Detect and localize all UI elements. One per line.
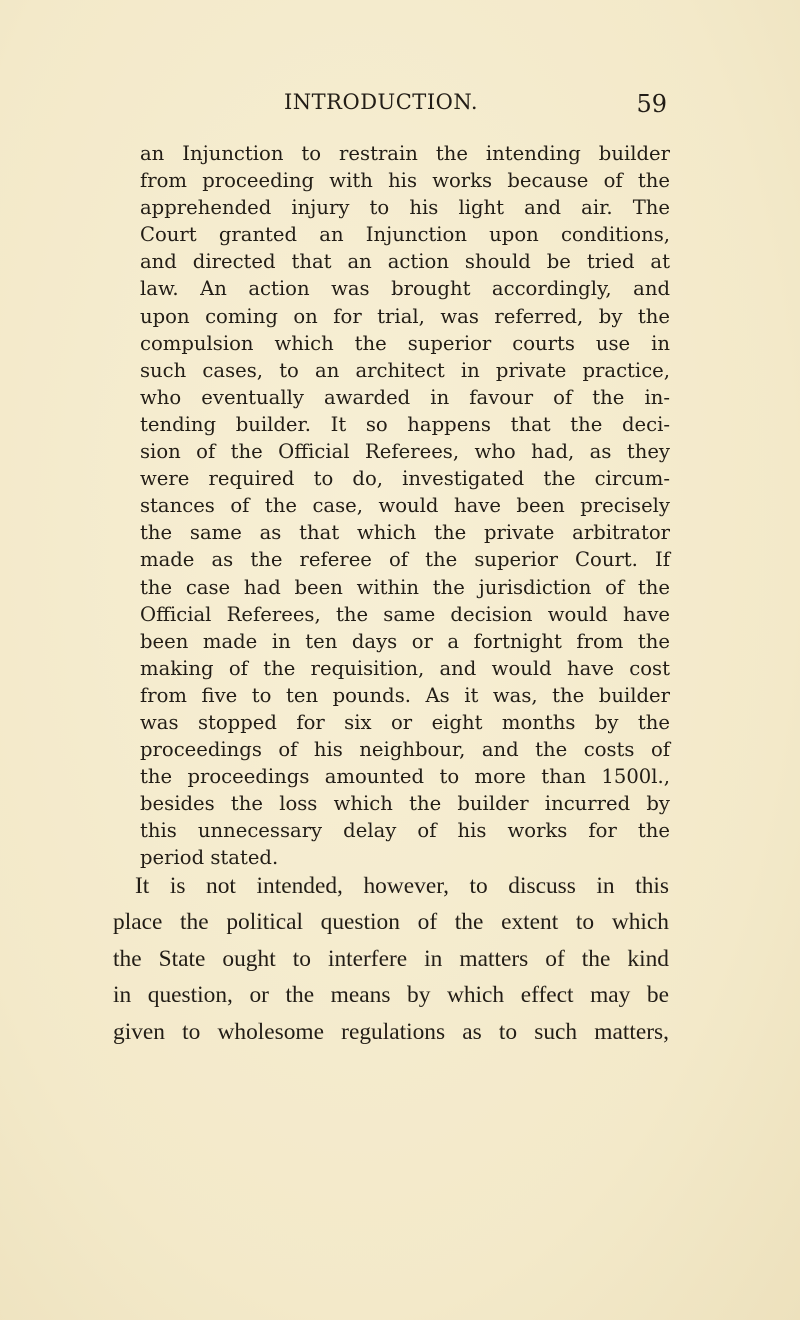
text-line: made as the referee of the superior Court. If [140,548,670,572]
text-line: an Injunction to restrain the intending builder [140,142,670,165]
text-line: the case had been within the jurisdiction of the [140,575,670,599]
text-line: in question, or the means by which effect may be [113,982,669,1009]
page-number: 59 [636,90,667,118]
text-line: was stopped for six or eight months by the [140,710,670,734]
text-line: compulsion which the superior courts use in [140,331,670,355]
paragraph-1 [140,140,670,872]
text-line: this unnecessary delay of his works for the [140,819,670,843]
text-line: stances of the case, would have been precisely [140,494,670,518]
text-line: proceedings of his neighbour, and the costs of [140,738,670,762]
text-line: Court granted an Injunction upon conditions, [140,223,670,247]
text-line: It is not intended, however, to discuss in this [135,873,669,899]
page-header [140,90,667,120]
text-line: upon coming on for trial, was referred, by the [140,304,670,328]
text-line: the same as that which the private arbitrator [140,521,670,545]
text-line: the State ought to interfere in matters of the kind [113,945,669,972]
running-title: INTRODUCTION. [284,90,479,114]
text-line: the proceedings amounted to more than 1500l., [140,765,670,789]
text-line: making of the requisition, and would have cost [140,656,670,680]
text-line: from proceeding with his works because of the [140,169,670,193]
text-line: period stated. [140,846,279,870]
text-line: who eventually awarded in favour of the in- [140,385,670,409]
text-line: Official Referees, the same decision would have [140,602,670,626]
text-line: law. An action was brought accordingly, and [140,277,670,301]
text-line: from five to ten pounds. As it was, the builder [140,683,670,707]
text-line: such cases, to an architect in private practice, [140,358,670,382]
text-line: sion of the Official Referees, who had, as they [140,440,670,464]
text-line: been made in ten days or a fortnight from the [140,629,670,653]
text-line: apprehended injury to his light and air. The [140,196,670,220]
text-line: were required to do, investigated the circum- [140,467,670,491]
text-line: given to wholesome regulations as to such matters, [113,1018,669,1045]
text-line: besides the loss which the builder incurred by [140,792,670,816]
paragraph-2 [113,868,669,1050]
text-line: and directed that an action should be tried at [140,250,670,274]
text-line: tending builder. It so happens that the deci- [140,412,670,436]
text-line: place the political question of the extent to which [113,909,669,936]
